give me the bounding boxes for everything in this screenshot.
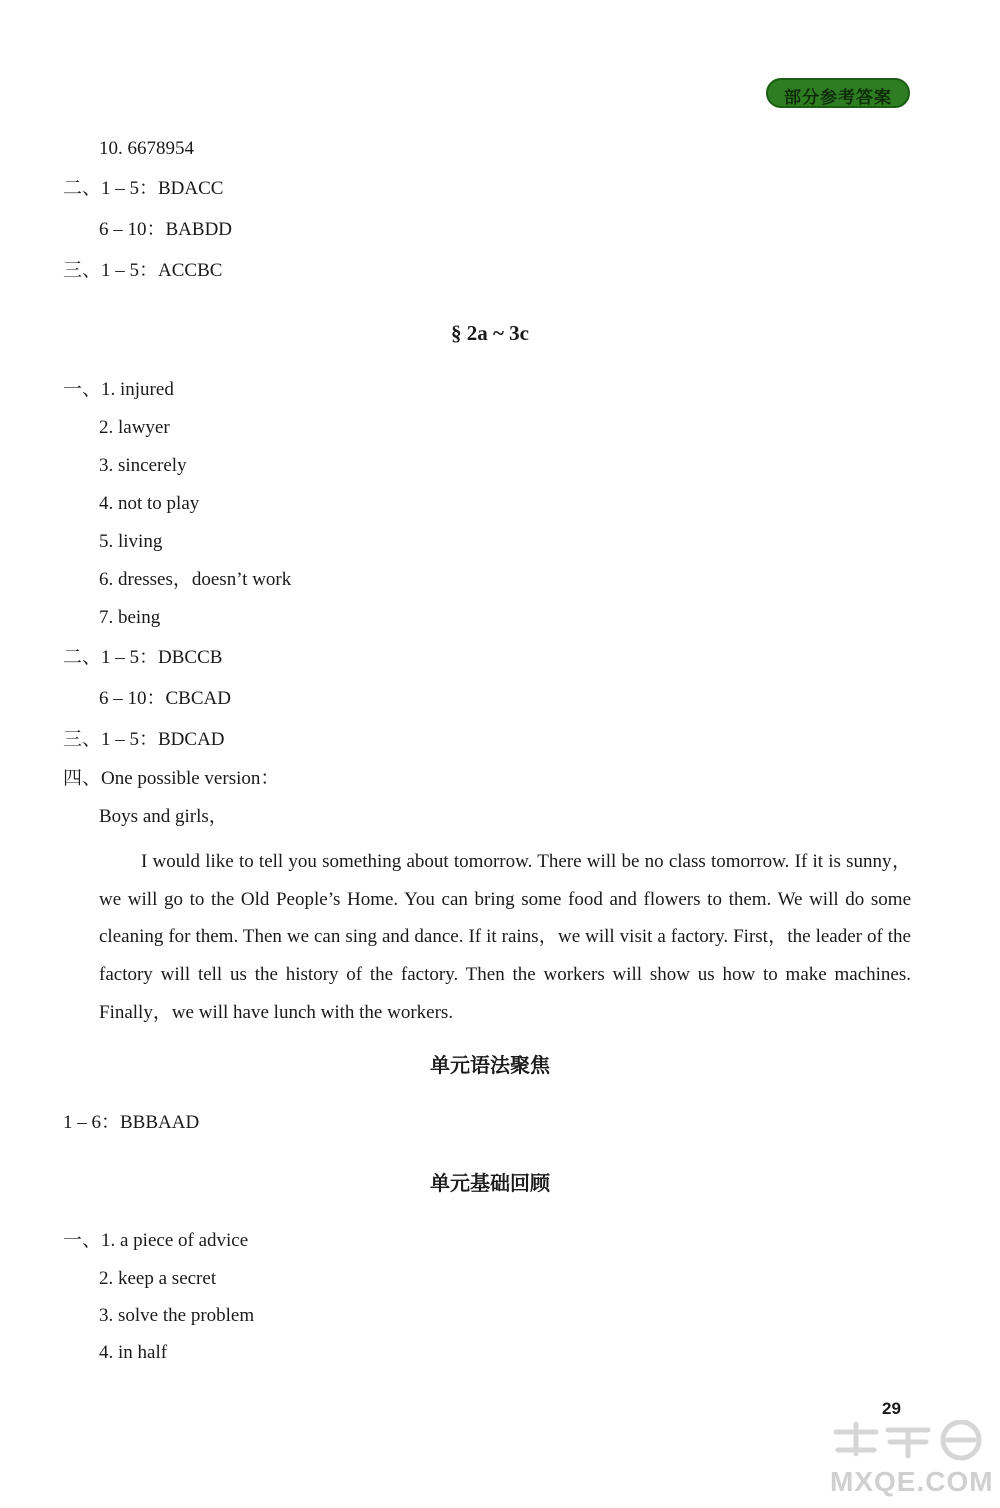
section-title: 单元基础回顾 [430, 1171, 550, 1195]
section-title: 单元语法聚焦 [430, 1053, 550, 1077]
answer-line: 一、1. injured [63, 379, 174, 400]
answer-line: 2. keep a secret [99, 1268, 217, 1289]
answer-line: 2. lawyer [99, 417, 170, 438]
answer-line: 4. in half [99, 1342, 168, 1363]
section-title: § 2a ~ 3c [451, 321, 529, 345]
answer-line: 5. living [99, 531, 163, 552]
answer-line: 7. being [99, 607, 161, 628]
badge-label: 部分参考答案 [784, 88, 892, 108]
answer-line: 二、1 – 5：DBCCB [63, 647, 223, 668]
answer-line: 6. dresses，doesn’t work [99, 569, 292, 590]
answer-line: Boys and girls， [99, 806, 228, 827]
answer-line: 3. solve the problem [99, 1305, 255, 1326]
answer-line: 10. 6678954 [99, 138, 194, 159]
answer-line: 二、1 – 5：BDACC [63, 178, 224, 199]
answer-line: 6 – 10：CBCAD [99, 688, 231, 709]
answer-line: 3. sincerely [99, 455, 187, 476]
answer-line: 6 – 10：BABDD [99, 219, 233, 240]
answer-line: 4. not to play [99, 493, 200, 514]
answer-key-badge [766, 78, 910, 108]
page-number: 29 [882, 1399, 901, 1418]
answer-line: 一、1. a piece of advice [63, 1230, 249, 1251]
answer-line: 三、1 – 5：BDCAD [63, 729, 225, 750]
sample-essay: I would like to tell you something about tomorrow. There will be no class tomorrow. If it is sunny，we will go to the Old People’s Home. You can bring some food and flowers to them. We will do some cleaning for them. Then we can sing and dance. If it rains，we will visit a factory. First，the leader of the factory will tell us the history of the factory. Then the workers will show us how to make machines. Finally，we will have lunch with the workers. [99, 851, 911, 1023]
answer-line: 1 – 6：BBBAAD [63, 1112, 200, 1133]
watermark-text: MXQE.COM [830, 1466, 994, 1497]
answer-line: 三、1 – 5：ACCBC [63, 260, 223, 281]
answer-line: 四、One possible version： [63, 768, 280, 789]
